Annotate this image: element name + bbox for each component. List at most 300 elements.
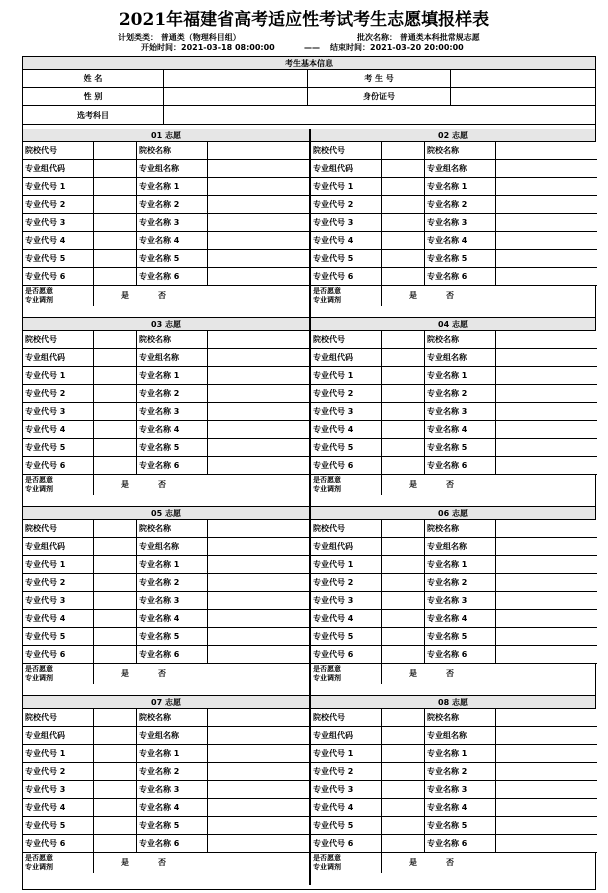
adjust-yes-option[interactable]: 是 xyxy=(121,858,129,867)
major-5-field[interactable] xyxy=(94,250,137,268)
major-2-label: 专业代号 2 xyxy=(23,574,94,592)
school-code-name-label: 院校名称 xyxy=(425,142,496,160)
major-1-field[interactable] xyxy=(94,367,137,385)
major-3-name-label: 专业名称 3 xyxy=(137,781,208,799)
major-4-name-field[interactable] xyxy=(208,610,309,628)
group-code-field[interactable] xyxy=(94,160,137,178)
school-code-field[interactable] xyxy=(382,520,425,538)
major-6-name-label: 专业名称 6 xyxy=(425,646,496,664)
major-3-field[interactable] xyxy=(382,781,425,799)
group-code-name-label: 专业组名称 xyxy=(137,538,208,556)
major-1-name-label: 专业名称 1 xyxy=(137,178,208,196)
major-2-name-label: 专业名称 2 xyxy=(425,385,496,403)
major-2-field[interactable] xyxy=(382,196,425,214)
plan-type: 计划类类： 普通类（物理科目组） xyxy=(118,33,241,42)
group-code-name-field[interactable] xyxy=(496,160,597,178)
group-code-name-field[interactable] xyxy=(496,538,597,556)
major-5-label: 专业代号 5 xyxy=(23,250,94,268)
school-code-name-field[interactable] xyxy=(208,142,309,160)
adjust-no-option[interactable]: 否 xyxy=(158,291,166,300)
adjust-label xyxy=(23,664,94,684)
major-1-label: 专业代号 1 xyxy=(311,745,382,763)
volunteer-grid xyxy=(23,331,309,475)
group-code-field[interactable] xyxy=(382,349,425,367)
adjust-yes-option[interactable]: 是 xyxy=(409,291,417,300)
school-code-label: 院校代号 xyxy=(23,142,94,160)
adjust-label-line2: 专业调剂 xyxy=(25,674,53,682)
major-4-name-field[interactable] xyxy=(208,799,309,817)
major-3-name-field[interactable] xyxy=(208,403,309,421)
major-2-name-label: 专业名称 2 xyxy=(137,196,208,214)
volunteer-grid xyxy=(311,709,595,853)
school-code-name-label: 院校名称 xyxy=(137,142,208,160)
adjust-yes-option[interactable]: 是 xyxy=(409,858,417,867)
major-6-field[interactable] xyxy=(94,268,137,286)
adjust-options xyxy=(94,853,309,873)
major-6-label: 专业代号 6 xyxy=(311,457,382,475)
major-3-name-label: 专业名称 3 xyxy=(425,403,496,421)
major-1-name-label: 专业名称 1 xyxy=(425,745,496,763)
volunteer-grid xyxy=(23,520,309,664)
major-6-label: 专业代号 6 xyxy=(23,457,94,475)
major-6-label: 专业代号 6 xyxy=(23,835,94,853)
major-2-label: 专业代号 2 xyxy=(311,196,382,214)
major-2-label: 专业代号 2 xyxy=(23,196,94,214)
major-1-name-field[interactable] xyxy=(208,178,309,196)
major-4-name-field[interactable] xyxy=(208,232,309,250)
school-code-name-field[interactable] xyxy=(496,520,597,538)
major-1-name-field[interactable] xyxy=(208,556,309,574)
major-3-name-field[interactable] xyxy=(496,214,597,232)
adjust-label-line1: 是否愿意 xyxy=(313,665,341,673)
major-2-name-label: 专业名称 2 xyxy=(137,763,208,781)
adjust-no-option[interactable]: 否 xyxy=(158,858,166,867)
major-2-field[interactable] xyxy=(94,763,137,781)
major-5-name-label: 专业名称 5 xyxy=(425,817,496,835)
school-code-field[interactable] xyxy=(94,142,137,160)
major-5-field[interactable] xyxy=(382,628,425,646)
adjust-options xyxy=(382,475,595,495)
major-5-label: 专业代号 5 xyxy=(311,439,382,457)
major-5-name-label: 专业名称 5 xyxy=(425,628,496,646)
major-3-field[interactable] xyxy=(94,781,137,799)
school-code-name-field[interactable] xyxy=(208,331,309,349)
adjust-label-line1: 是否愿意 xyxy=(313,287,341,295)
major-3-field[interactable] xyxy=(382,592,425,610)
major-4-label: 专业代号 4 xyxy=(23,610,94,628)
adjust-no-option[interactable]: 否 xyxy=(158,669,166,678)
volunteer-block xyxy=(309,507,595,695)
major-3-name-label: 专业名称 3 xyxy=(137,403,208,421)
major-3-label: 专业代号 3 xyxy=(311,214,382,232)
adjust-options xyxy=(382,853,595,873)
major-4-label: 专业代号 4 xyxy=(23,232,94,250)
gender-field[interactable] xyxy=(164,88,308,106)
major-5-name-field[interactable] xyxy=(208,628,309,646)
major-1-name-label: 专业名称 1 xyxy=(137,367,208,385)
major-3-field[interactable] xyxy=(94,592,137,610)
group-code-field[interactable] xyxy=(94,727,137,745)
major-6-name-label: 专业名称 6 xyxy=(425,835,496,853)
major-5-label: 专业代号 5 xyxy=(311,817,382,835)
major-2-field[interactable] xyxy=(94,196,137,214)
exam-no-field[interactable] xyxy=(451,70,595,88)
adjust-label xyxy=(23,853,94,873)
major-6-name-field[interactable] xyxy=(496,835,597,853)
major-5-label: 专业代号 5 xyxy=(311,250,382,268)
major-6-field[interactable] xyxy=(94,835,137,853)
school-code-label: 院校代号 xyxy=(23,331,94,349)
school-code-field[interactable] xyxy=(382,709,425,727)
major-2-label: 专业代号 2 xyxy=(311,574,382,592)
end-time: 结束时间：2021-03-20 20:00:00 xyxy=(330,43,464,52)
major-4-name-field[interactable] xyxy=(496,799,597,817)
form-frame xyxy=(22,56,596,890)
school-code-name-field[interactable] xyxy=(208,520,309,538)
major-5-name-label: 专业名称 5 xyxy=(425,250,496,268)
group-code-name-field[interactable] xyxy=(496,349,597,367)
school-code-label: 院校代号 xyxy=(23,709,94,727)
adjust-row xyxy=(23,475,309,495)
major-3-name-label: 专业名称 3 xyxy=(425,592,496,610)
major-6-name-field[interactable] xyxy=(208,646,309,664)
major-5-label: 专业代号 5 xyxy=(23,817,94,835)
volunteer-block xyxy=(23,696,309,885)
group-code-field[interactable] xyxy=(382,160,425,178)
adjust-yes-option[interactable]: 是 xyxy=(409,669,417,678)
group-code-label: 专业组代码 xyxy=(311,160,382,178)
adjust-label-line2: 专业调剂 xyxy=(25,863,53,871)
school-code-name-field[interactable] xyxy=(208,709,309,727)
basic-info-section xyxy=(23,57,595,127)
major-6-name-label: 专业名称 6 xyxy=(137,457,208,475)
adjust-no-option[interactable]: 否 xyxy=(446,669,454,678)
group-code-field[interactable] xyxy=(382,538,425,556)
adjust-yes-option[interactable]: 是 xyxy=(121,669,129,678)
major-2-name-label: 专业名称 2 xyxy=(425,763,496,781)
school-code-name-field[interactable] xyxy=(496,709,597,727)
major-3-field[interactable] xyxy=(94,214,137,232)
major-6-field[interactable] xyxy=(382,268,425,286)
major-4-field[interactable] xyxy=(94,799,137,817)
group-code-name-field[interactable] xyxy=(496,727,597,745)
school-code-name-field[interactable] xyxy=(496,331,597,349)
volunteer-header: 06 志愿 xyxy=(311,507,595,520)
major-5-field[interactable] xyxy=(94,817,137,835)
major-1-field[interactable] xyxy=(94,556,137,574)
major-4-label: 专业代号 4 xyxy=(311,610,382,628)
id-label: 身份证号 xyxy=(308,88,451,106)
volunteer-block xyxy=(309,696,595,885)
name-field[interactable] xyxy=(164,70,308,88)
volunteer-grid xyxy=(311,142,595,286)
major-3-label: 专业代号 3 xyxy=(23,592,94,610)
major-4-label: 专业代号 4 xyxy=(23,799,94,817)
major-1-name-label: 专业名称 1 xyxy=(137,556,208,574)
major-5-field[interactable] xyxy=(94,628,137,646)
adjust-yes-option[interactable]: 是 xyxy=(121,480,129,489)
major-4-name-label: 专业名称 4 xyxy=(425,232,496,250)
group-code-name-field[interactable] xyxy=(208,160,309,178)
major-4-field[interactable] xyxy=(382,799,425,817)
school-code-field[interactable] xyxy=(94,331,137,349)
group-code-name-label: 专业组名称 xyxy=(425,160,496,178)
major-1-field[interactable] xyxy=(382,745,425,763)
group-code-name-label: 专业组名称 xyxy=(425,538,496,556)
major-1-label: 专业代号 1 xyxy=(311,367,382,385)
major-5-name-field[interactable] xyxy=(208,817,309,835)
adjust-label-line1: 是否愿意 xyxy=(313,854,341,862)
major-1-label: 专业代号 1 xyxy=(23,745,94,763)
major-3-label: 专业代号 3 xyxy=(311,592,382,610)
major-6-name-field[interactable] xyxy=(496,268,597,286)
major-5-name-label: 专业名称 5 xyxy=(137,628,208,646)
adjust-row xyxy=(23,286,309,306)
adjust-row xyxy=(23,664,309,684)
major-3-name-field[interactable] xyxy=(208,592,309,610)
adjust-label xyxy=(23,475,94,495)
major-3-field[interactable] xyxy=(94,403,137,421)
major-5-name-field[interactable] xyxy=(208,439,309,457)
major-1-field[interactable] xyxy=(94,745,137,763)
gender-label: 性 别 xyxy=(23,88,164,106)
major-1-field[interactable] xyxy=(382,367,425,385)
major-5-field[interactable] xyxy=(94,439,137,457)
major-2-field[interactable] xyxy=(94,385,137,403)
adjust-no-option[interactable]: 否 xyxy=(446,858,454,867)
major-6-name-label: 专业名称 6 xyxy=(425,268,496,286)
major-6-name-field[interactable] xyxy=(208,268,309,286)
major-4-field[interactable] xyxy=(382,610,425,628)
major-6-name-field[interactable] xyxy=(208,457,309,475)
adjust-no-option[interactable]: 否 xyxy=(446,480,454,489)
exam-no-label: 考 生 号 xyxy=(308,70,451,88)
major-5-field[interactable] xyxy=(382,817,425,835)
school-code-name-label: 院校名称 xyxy=(425,331,496,349)
major-3-field[interactable] xyxy=(382,403,425,421)
major-6-name-field[interactable] xyxy=(496,457,597,475)
subjects-field[interactable] xyxy=(164,106,595,124)
major-5-label: 专业代号 5 xyxy=(311,628,382,646)
major-6-name-field[interactable] xyxy=(208,835,309,853)
major-2-field[interactable] xyxy=(382,763,425,781)
major-2-name-field[interactable] xyxy=(496,574,597,592)
major-4-field[interactable] xyxy=(382,421,425,439)
group-code-name-field[interactable] xyxy=(208,727,309,745)
adjust-no-option[interactable]: 否 xyxy=(158,480,166,489)
group-code-field[interactable] xyxy=(94,538,137,556)
major-1-name-field[interactable] xyxy=(496,178,597,196)
volunteer-header: 03 志愿 xyxy=(23,318,309,331)
major-3-name-field[interactable] xyxy=(208,214,309,232)
major-2-name-field[interactable] xyxy=(496,763,597,781)
major-5-name-field[interactable] xyxy=(208,250,309,268)
major-6-label: 专业代号 6 xyxy=(311,268,382,286)
major-3-name-label: 专业名称 3 xyxy=(425,214,496,232)
major-5-name-label: 专业名称 5 xyxy=(137,817,208,835)
adjust-yes-option[interactable]: 是 xyxy=(121,291,129,300)
major-1-name-field[interactable] xyxy=(496,367,597,385)
volunteer-block xyxy=(309,129,595,317)
volunteer-block xyxy=(23,507,309,695)
major-6-label: 专业代号 6 xyxy=(23,646,94,664)
major-6-label: 专业代号 6 xyxy=(23,268,94,286)
major-2-label: 专业代号 2 xyxy=(23,763,94,781)
major-6-field[interactable] xyxy=(94,457,137,475)
major-2-name-label: 专业名称 2 xyxy=(425,196,496,214)
adjust-options xyxy=(94,664,309,684)
adjust-options xyxy=(94,286,309,306)
major-5-name-field[interactable] xyxy=(496,439,597,457)
group-code-label: 专业组代码 xyxy=(311,538,382,556)
major-3-name-field[interactable] xyxy=(208,781,309,799)
major-2-name-label: 专业名称 2 xyxy=(137,574,208,592)
major-2-label: 专业代号 2 xyxy=(311,385,382,403)
adjust-label xyxy=(311,286,382,306)
major-3-label: 专业代号 3 xyxy=(311,403,382,421)
adjust-options xyxy=(94,475,309,495)
major-3-label: 专业代号 3 xyxy=(311,781,382,799)
group-code-label: 专业组代码 xyxy=(23,727,94,745)
major-4-name-field[interactable] xyxy=(496,610,597,628)
school-code-name-label: 院校名称 xyxy=(137,331,208,349)
adjust-label xyxy=(311,853,382,873)
time-dash: —— xyxy=(304,43,320,52)
major-2-name-field[interactable] xyxy=(208,574,309,592)
group-code-field[interactable] xyxy=(94,349,137,367)
major-3-field[interactable] xyxy=(382,214,425,232)
adjust-no-option[interactable]: 否 xyxy=(446,291,454,300)
major-1-field[interactable] xyxy=(382,556,425,574)
major-3-name-field[interactable] xyxy=(496,781,597,799)
major-5-field[interactable] xyxy=(382,250,425,268)
major-1-field[interactable] xyxy=(382,178,425,196)
volunteer-grid xyxy=(311,331,595,475)
volunteer-block xyxy=(309,318,595,506)
group-code-label: 专业组代码 xyxy=(23,160,94,178)
major-4-name-label: 专业名称 4 xyxy=(425,610,496,628)
adjust-label-line2: 专业调剂 xyxy=(313,863,341,871)
major-3-name-field[interactable] xyxy=(496,403,597,421)
school-code-field[interactable] xyxy=(94,520,137,538)
group-code-field[interactable] xyxy=(382,727,425,745)
major-4-name-field[interactable] xyxy=(496,232,597,250)
major-1-name-field[interactable] xyxy=(208,745,309,763)
major-5-label: 专业代号 5 xyxy=(23,628,94,646)
major-2-name-field[interactable] xyxy=(496,385,597,403)
major-2-name-field[interactable] xyxy=(208,385,309,403)
major-6-field[interactable] xyxy=(382,457,425,475)
major-4-field[interactable] xyxy=(382,232,425,250)
adjust-label-line1: 是否愿意 xyxy=(313,476,341,484)
group-code-name-field[interactable] xyxy=(208,349,309,367)
volunteer-header: 07 志愿 xyxy=(23,696,309,709)
major-4-name-label: 专业名称 4 xyxy=(425,421,496,439)
major-6-field[interactable] xyxy=(94,646,137,664)
major-2-name-field[interactable] xyxy=(496,196,597,214)
major-1-name-field[interactable] xyxy=(496,556,597,574)
school-code-label: 院校代号 xyxy=(311,520,382,538)
volunteer-header: 02 志愿 xyxy=(311,129,595,142)
major-1-field[interactable] xyxy=(94,178,137,196)
major-6-name-label: 专业名称 6 xyxy=(137,646,208,664)
major-2-name-field[interactable] xyxy=(208,763,309,781)
major-5-name-label: 专业名称 5 xyxy=(137,439,208,457)
adjust-yes-option[interactable]: 是 xyxy=(409,480,417,489)
group-code-name-label: 专业组名称 xyxy=(137,727,208,745)
volunteer-header: 08 志愿 xyxy=(311,696,595,709)
major-3-name-field[interactable] xyxy=(496,592,597,610)
major-5-name-field[interactable] xyxy=(496,250,597,268)
major-2-name-field[interactable] xyxy=(208,196,309,214)
major-1-name-field[interactable] xyxy=(496,745,597,763)
group-code-name-label: 专业组名称 xyxy=(137,160,208,178)
major-1-name-label: 专业名称 1 xyxy=(137,745,208,763)
volunteer-groups xyxy=(23,129,595,885)
major-5-name-label: 专业名称 5 xyxy=(137,250,208,268)
major-1-label: 专业代号 1 xyxy=(23,556,94,574)
major-4-name-label: 专业名称 4 xyxy=(425,799,496,817)
school-code-name-label: 院校名称 xyxy=(425,520,496,538)
major-4-label: 专业代号 4 xyxy=(23,421,94,439)
basic-info-grid xyxy=(23,70,595,106)
major-1-name-field[interactable] xyxy=(208,367,309,385)
volunteer-row xyxy=(23,696,595,885)
volunteer-row xyxy=(23,507,595,696)
school-code-field[interactable] xyxy=(382,331,425,349)
major-6-name-field[interactable] xyxy=(496,646,597,664)
group-code-name-label: 专业组名称 xyxy=(425,727,496,745)
major-5-name-label: 专业名称 5 xyxy=(425,439,496,457)
volunteer-block xyxy=(23,129,309,317)
group-code-name-field[interactable] xyxy=(208,538,309,556)
major-2-field[interactable] xyxy=(382,574,425,592)
id-field[interactable] xyxy=(451,88,595,106)
school-code-label: 院校代号 xyxy=(311,142,382,160)
major-6-field[interactable] xyxy=(382,646,425,664)
major-4-field[interactable] xyxy=(94,232,137,250)
volunteer-header: 05 志愿 xyxy=(23,507,309,520)
major-4-field[interactable] xyxy=(94,610,137,628)
school-code-label: 院校代号 xyxy=(311,331,382,349)
major-5-name-field[interactable] xyxy=(496,817,597,835)
group-code-label: 专业组代码 xyxy=(311,349,382,367)
major-2-label: 专业代号 2 xyxy=(23,385,94,403)
major-4-name-field[interactable] xyxy=(208,421,309,439)
major-2-field[interactable] xyxy=(382,385,425,403)
adjust-row xyxy=(311,853,595,873)
start-time: 开始时间：2021-03-18 08:00:00 xyxy=(141,43,275,52)
school-code-field[interactable] xyxy=(382,142,425,160)
adjust-label-line2: 专业调剂 xyxy=(313,674,341,682)
subjects-row xyxy=(23,106,595,125)
adjust-label-line2: 专业调剂 xyxy=(25,485,53,493)
major-2-field[interactable] xyxy=(94,574,137,592)
group-code-name-label: 专业组名称 xyxy=(137,349,208,367)
adjust-options xyxy=(382,286,595,306)
school-code-field[interactable] xyxy=(94,709,137,727)
adjust-label-line1: 是否愿意 xyxy=(25,854,53,862)
major-5-field[interactable] xyxy=(382,439,425,457)
major-4-name-field[interactable] xyxy=(496,421,597,439)
school-code-label: 院校代号 xyxy=(311,709,382,727)
major-5-name-field[interactable] xyxy=(496,628,597,646)
major-6-field[interactable] xyxy=(382,835,425,853)
major-4-field[interactable] xyxy=(94,421,137,439)
major-1-label: 专业代号 1 xyxy=(23,178,94,196)
adjust-row xyxy=(311,286,595,306)
school-code-name-field[interactable] xyxy=(496,142,597,160)
